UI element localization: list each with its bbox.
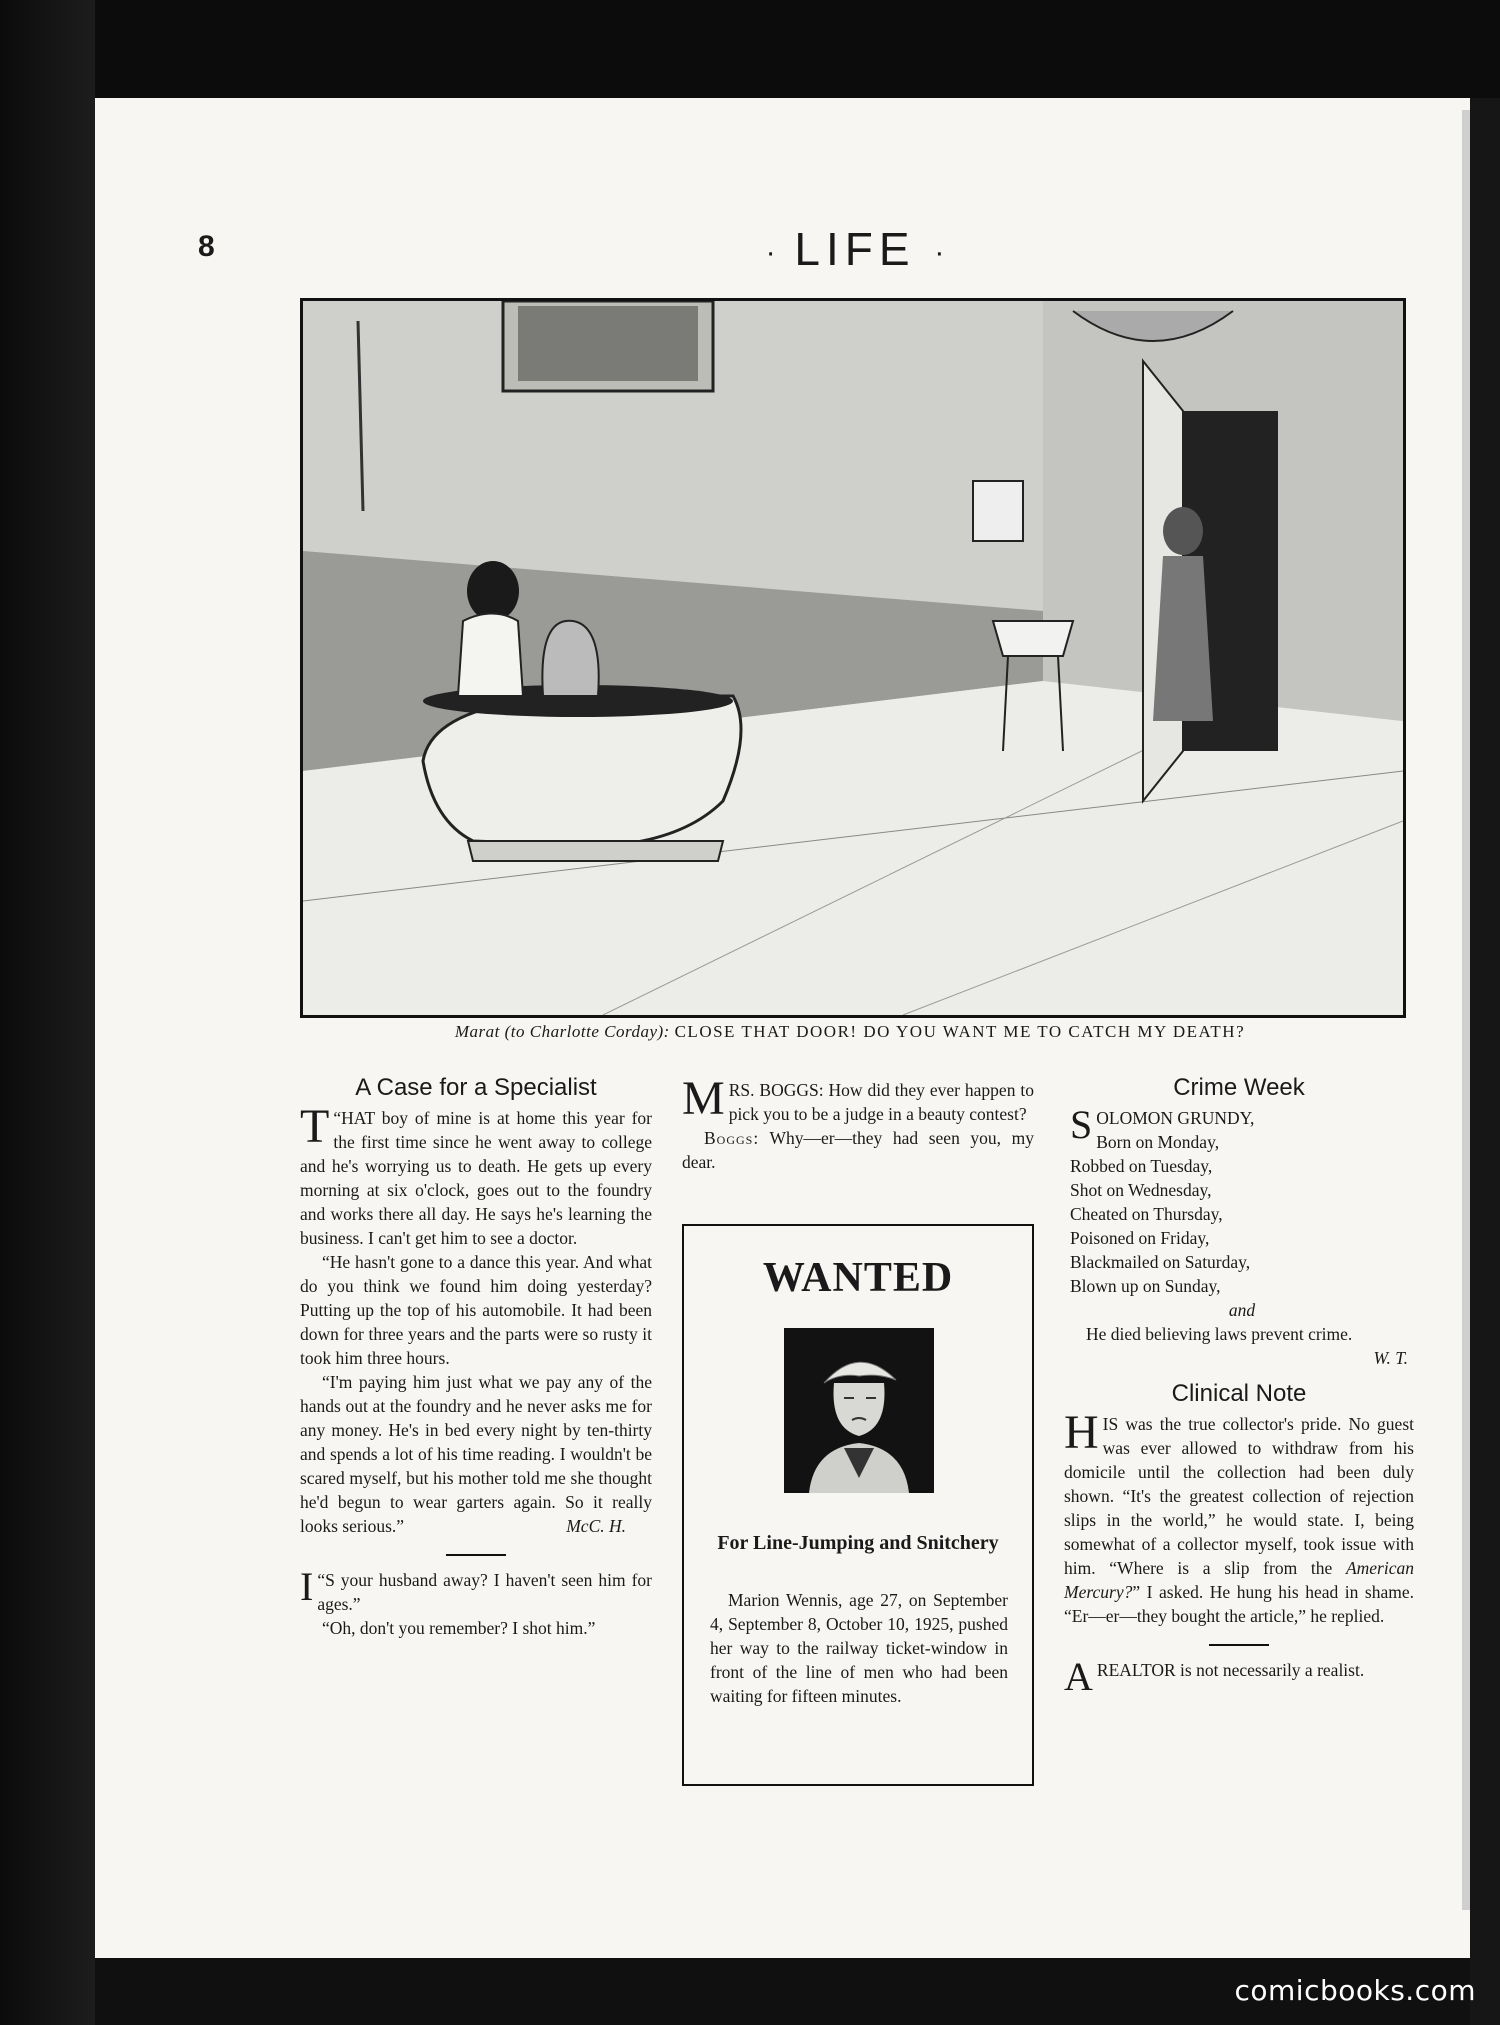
watermark: comicbooks.com [1234,1974,1476,2007]
poem-line: Blackmailed on Saturday, [1070,1252,1251,1272]
clinical-heading: Clinical Note [1171,1380,1307,1407]
crime-week-drop-cap: S [1070,1102,1093,1147]
boggs-paragraph-1 [682,1072,1034,1126]
husband-drop-cap: I [300,1564,314,1609]
specialist-paragraph-2: “He hasn't gone to a dance this year. And what do you think we found him doing yesterday? Putting up the top of his automobile. It had been down for three years and the parts were so rusty it took him three hours. [300,1252,652,1368]
wanted-subtitle: For Line-Jumping and Snitchery [717,1532,999,1554]
husband-open-quote: “ [317,1570,326,1590]
husband-paragraph-2: “Oh, don't you remember? I shot him.” [322,1618,596,1638]
cartoon-caption [300,1022,1400,1042]
specialist-drop-cap: T [300,1100,330,1153]
column-left [300,1076,652,1640]
wanted-portrait-image [784,1328,934,1493]
poem-line: Blown up on Sunday, [1070,1276,1221,1296]
caption-speaker: Marat (to Charlotte Corday): [454,1022,670,1041]
clinical-magazine-title: American Mercury? [1064,1558,1414,1602]
masthead-title: LIFE [794,223,916,275]
poem-line: Poisoned on Friday, [1070,1228,1210,1248]
realtor-text: REALTOR is not necessarily a realist. [1096,1660,1365,1680]
scan-right-border [1470,98,1500,2025]
scan-left-border [0,0,95,2025]
crime-week-heading: Crime Week [1173,1074,1305,1101]
boggs-paragraph-2 [682,1126,1034,1174]
column-middle [682,1072,1035,1174]
realtor-paragraph [1064,1654,1414,1699]
boggs-p2-text: Why—er—they had seen you, my dear. [682,1128,1035,1172]
clinical-text-after: ” I asked. He hung his head in shame. “Er—er—they bought the article,” he replied. [1064,1582,1414,1626]
specialist-paragraph-3 [300,1370,652,1538]
column-right [1064,1074,1414,1699]
caption-line: CLOSE THAT DOOR! DO YOU WANT ME TO CATCH MY DEATH? [674,1022,1246,1041]
divider [1209,1644,1269,1646]
wanted-poster [682,1224,1034,1786]
clinical-drop-cap: H [1064,1406,1099,1459]
poem-line: Shot on Wednesday, [1070,1180,1212,1200]
poem-line: Born on Monday, [1096,1132,1220,1152]
masthead-dot-left: · [765,235,776,269]
specialist-heading: A Case for a Specialist [355,1074,597,1101]
specialist-p3-text: “I'm paying him just what we pay any of the hands out at the foundry and he never asks me for any money. He's in bed every night by ten-thirty and spends a lot of his time reading. I wouldn't be scared myself, but his mother told me she thought he'd begun to wear garters again. So it really looks serious.” [300,1372,652,1536]
crime-week-closing [1064,1322,1414,1368]
clinical-text-before: IS was the true collector's pride. No guest was ever allowed to withdraw from his domicile until the collection had been duly shown. “It's the greatest collection of rejection slips in the world,” he would state. I, being somewhat of a collector myself, took issue with him. “Where is a slip from the [1064,1414,1414,1578]
husband-p1-text: S your husband away? I haven't seen him for ages.” [317,1570,652,1614]
specialist-paragraph-1 [300,1100,652,1250]
bathroom-scene-drawing [303,301,1403,1015]
poem-line: Cheated on Thursday, [1070,1204,1223,1224]
specialist-signature: McC. H. [566,1516,626,1536]
crime-week-first-line-text: OLOMON GRUNDY, [1096,1108,1255,1128]
scan-top-border [0,0,1500,98]
boggs-drop-cap: M [682,1072,725,1125]
boggs-p1-text: RS. BOGGS: How did they ever happen to pick you to be a judge in a beauty contest? [728,1080,1034,1124]
crime-week-closing-text: He died believing laws prevent crime. [1086,1324,1353,1344]
page-number: 8 [198,230,215,263]
crime-week-signature: W. T. [1373,1348,1408,1368]
poem-and: and [1228,1300,1256,1320]
boggs-speaker: Boggs: [704,1128,760,1148]
specialist-p1-text: HAT boy of mine is at home this year for the first time since he went away to college and he's worrying us to death. He gets up every morning at six o'clock, goes out to the foundry and works there all day. He says he's learning the business. I can't get him to see a doctor. [300,1108,652,1248]
poem-line: Robbed on Tuesday, [1070,1156,1213,1176]
wanted-body: Marion Wennis, age 27, on September 4, September 8, October 10, 1925, pushed her way to the railway ticket-window in front of the line of men who had been waiting for fifteen minutes. [710,1590,1008,1706]
wanted-title: WANTED [762,1255,954,1301]
next-page-edge [1462,110,1470,1910]
cartoon-illustration [300,298,1406,1018]
masthead [640,222,1070,276]
clinical-paragraph [1064,1406,1414,1628]
husband-paragraph-1 [300,1564,652,1616]
crime-week-poem [1064,1102,1414,1322]
divider [446,1554,506,1556]
specialist-open-quote: “ [333,1108,342,1128]
realtor-drop-cap: A [1064,1654,1093,1699]
masthead-dot-right: · [934,235,945,269]
